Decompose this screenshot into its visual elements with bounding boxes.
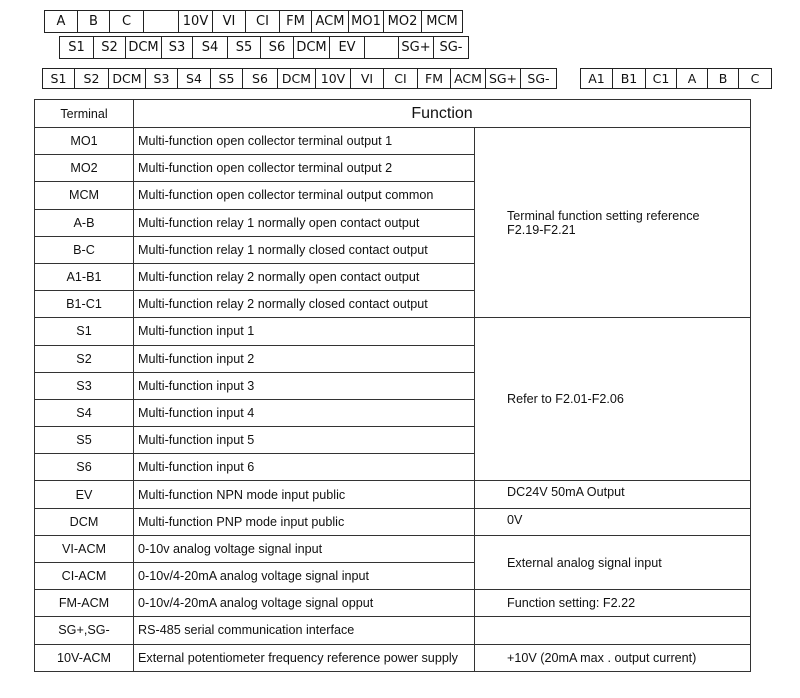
terminal-label: B <box>708 69 739 88</box>
function-cell: Multi-function relay 2 normally closed contact output <box>134 291 475 318</box>
terminal-label: C <box>750 71 760 86</box>
terminal-strip-middle <box>59 36 469 59</box>
terminal-label: A <box>45 11 78 32</box>
terminal-label: A <box>677 69 708 88</box>
terminal-cell: A-B <box>35 209 134 236</box>
terminal-label: S5 <box>228 37 261 58</box>
note-analog-inputs <box>475 535 751 589</box>
terminal-cell: VI-ACM <box>35 535 134 562</box>
terminal-label: FM <box>280 11 312 32</box>
terminal-cell: S6 <box>35 454 134 481</box>
terminal-label: B <box>78 11 110 32</box>
function-cell: Multi-function relay 1 normally closed contact output <box>134 236 475 263</box>
terminal-label: SG- <box>439 40 463 55</box>
function-cell: Multi-function input 2 <box>134 345 475 372</box>
function-cell: Multi-function relay 2 normally open contact output <box>134 263 475 290</box>
function-cell: 0-10v/4-20mA analog voltage signal opput <box>134 590 475 617</box>
function-cell: 0-10v/4-20mA analog voltage signal input <box>134 563 475 590</box>
note-text: +10V (20mA max . output current) <box>507 650 697 665</box>
terminal-cell: EV <box>35 481 134 508</box>
function-cell: RS-485 serial communication interface <box>134 617 475 644</box>
terminal-label: S4 <box>178 69 211 88</box>
function-cell: 0-10v analog voltage signal input <box>134 535 475 562</box>
terminal-label: CI <box>384 69 418 88</box>
table-row <box>35 535 751 562</box>
function-cell: Multi-function input 3 <box>134 372 475 399</box>
table-row <box>35 644 751 671</box>
table-row <box>35 128 751 155</box>
terminal-label: VI <box>351 69 384 88</box>
terminal-label: S3 <box>146 69 178 88</box>
terminal-label: 10V <box>316 69 351 88</box>
terminal-label: S6 <box>243 69 278 88</box>
terminal-cell: S1 <box>35 318 134 345</box>
terminal-label: S6 <box>261 37 294 58</box>
note-text: Refer to F2.01-F2.06 <box>507 392 624 407</box>
terminal-cell: B-C <box>35 236 134 263</box>
table-row <box>35 590 751 617</box>
terminal-label: B1 <box>613 69 646 88</box>
note-text: DC24V 50mA Output <box>507 485 625 500</box>
terminal-cell: A1-B1 <box>35 263 134 290</box>
terminal-label: SG+ <box>486 69 521 88</box>
terminal-label: FM <box>418 69 451 88</box>
function-cell: Multi-function open collector terminal output 1 <box>134 128 475 155</box>
function-cell: Multi-function input 1 <box>134 318 475 345</box>
terminal-label: SG+ <box>399 37 434 58</box>
note-text: Function setting: F2.22 <box>507 596 636 611</box>
table-row <box>35 318 751 345</box>
note-text: F2.19-F2.21 <box>507 222 576 237</box>
terminal-label: S1 <box>43 69 75 88</box>
function-cell: Multi-function input 4 <box>134 399 475 426</box>
table-header-row <box>35 100 751 128</box>
terminal-strip-top <box>44 10 463 33</box>
terminal-strip-long-left <box>42 68 557 89</box>
terminal-label: S2 <box>94 37 126 58</box>
terminal-label: CI <box>246 11 280 32</box>
terminal-label: EV <box>330 37 365 58</box>
terminal-label: C <box>110 11 144 32</box>
table-row <box>35 481 751 508</box>
terminal-function-table <box>34 99 751 672</box>
terminal-label: C1 <box>646 69 677 88</box>
table-row <box>35 508 751 535</box>
terminal-cell: B1-C1 <box>35 291 134 318</box>
terminal-label: A1 <box>581 69 613 88</box>
terminal-cell: 10V-ACM <box>35 644 134 671</box>
terminal-label: DCM <box>294 37 330 58</box>
terminal-label: ACM <box>312 11 349 32</box>
terminal-cell: CI-ACM <box>35 563 134 590</box>
note-ev <box>475 481 751 508</box>
function-cell: Multi-function open collector terminal output 2 <box>134 155 475 182</box>
terminal-cell: MO2 <box>35 155 134 182</box>
terminal-label: S5 <box>211 69 243 88</box>
function-cell: Multi-function NPN mode input public <box>134 481 475 508</box>
terminal-label: 10V <box>179 11 213 32</box>
terminal-label: DCM <box>126 37 162 58</box>
terminal-cell: S3 <box>35 372 134 399</box>
function-cell: Multi-function PNP mode input public <box>134 508 475 535</box>
note-text: Terminal function setting reference <box>507 208 700 223</box>
note-text: 0V <box>507 512 523 527</box>
terminal-label: VI <box>213 11 246 32</box>
header-function: Function <box>134 100 751 128</box>
function-cell: Multi-function relay 1 normally open contact output <box>134 209 475 236</box>
terminal-label: MO1 <box>349 11 384 32</box>
terminal-label <box>365 37 399 58</box>
terminal-strip-long-right <box>580 68 772 89</box>
function-cell: Multi-function open collector terminal output common <box>134 182 475 209</box>
terminal-cell: S2 <box>35 345 134 372</box>
terminal-label: SG- <box>527 71 550 86</box>
terminal-cell: S4 <box>35 399 134 426</box>
terminal-cell: MO1 <box>35 128 134 155</box>
function-cell: Multi-function input 6 <box>134 454 475 481</box>
terminal-label: S1 <box>60 37 94 58</box>
terminal-label: S3 <box>162 37 193 58</box>
note-input-setting <box>475 318 751 481</box>
terminal-cell: FM-ACM <box>35 590 134 617</box>
terminal-label: MCM <box>426 14 458 29</box>
terminal-label <box>144 11 179 32</box>
header-terminal: Terminal <box>35 100 134 128</box>
function-cell: External potentiometer frequency reference power supply <box>134 644 475 671</box>
note-fm <box>475 590 751 617</box>
function-cell: Multi-function input 5 <box>134 427 475 454</box>
terminal-label: S4 <box>193 37 228 58</box>
note-dcm <box>475 508 751 535</box>
note-text: External analog signal input <box>507 555 662 570</box>
terminal-cell: MCM <box>35 182 134 209</box>
terminal-label: MO2 <box>384 11 422 32</box>
terminal-label: S2 <box>75 69 109 88</box>
terminal-label: ACM <box>451 69 486 88</box>
note-output-setting <box>475 128 751 318</box>
terminal-label: DCM <box>109 69 146 88</box>
terminal-label: DCM <box>278 69 316 88</box>
terminal-cell: S5 <box>35 427 134 454</box>
terminal-cell: DCM <box>35 508 134 535</box>
note-rs485 <box>475 617 751 644</box>
table-row <box>35 617 751 644</box>
terminal-cell: SG+,SG- <box>35 617 134 644</box>
note-pot-supply <box>475 644 751 671</box>
